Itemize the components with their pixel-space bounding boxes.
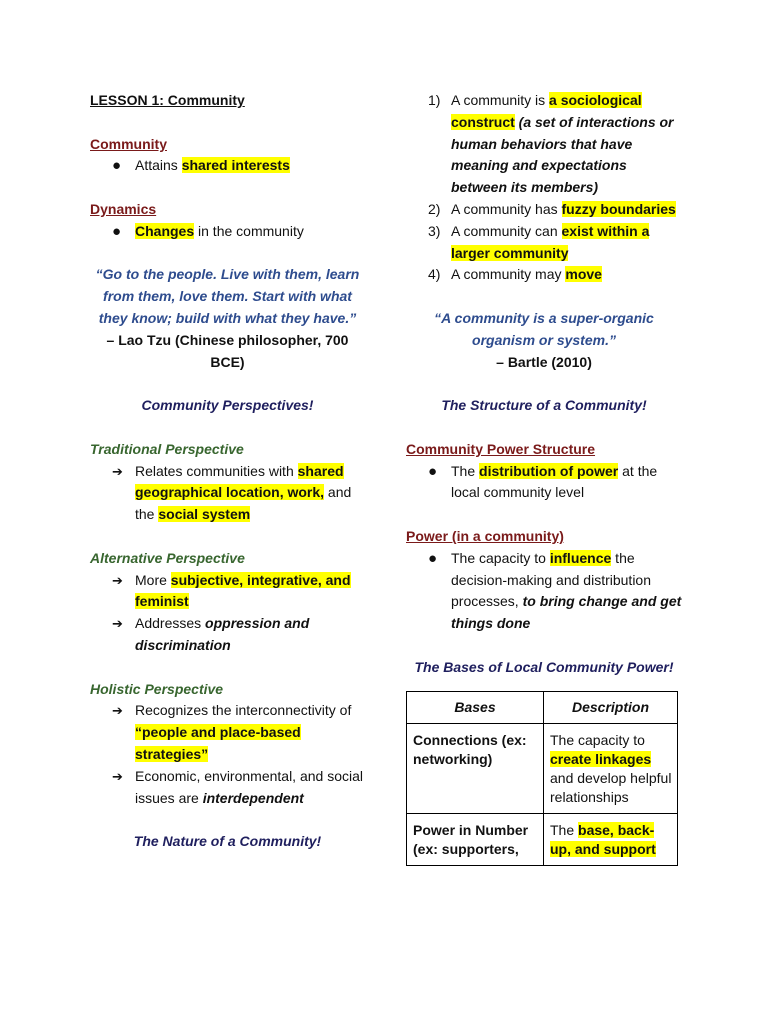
nature-item: 3) A community can exist within a larger community — [428, 222, 650, 261]
community-bullet: ● Attains shared interests — [90, 155, 365, 177]
right-column — [406, 90, 682, 866]
structure-title: The Structure of a Community! — [441, 397, 647, 414]
traditional-item: ➔ Relates communities with shared geographical location, work, and the social system — [112, 462, 352, 523]
traditional-heading: Traditional Perspective — [90, 440, 244, 457]
bases-title: The Bases of Local Community Power! — [414, 658, 674, 675]
alternative-heading: Alternative Perspective — [90, 549, 245, 566]
left-column — [90, 90, 365, 853]
nature-item: 2) A community has fuzzy boundaries — [428, 200, 676, 217]
lao-tzu-attribution: – Lao Tzu (Chinese philosopher, 700 BCE) — [106, 331, 349, 370]
table-cell: The capacity to create linkages and develop helpful relationships — [544, 723, 678, 813]
bullet-icon: ● — [112, 157, 122, 175]
power-heading: Power (in a community) — [406, 527, 564, 544]
power-bullet: ● The capacity to influence the decision-making and distribution processes, to bring change and get things done — [428, 549, 682, 632]
nature-title: The Nature of a Community! — [133, 833, 322, 850]
holistic-heading: Holistic Perspective — [90, 680, 224, 697]
table-cell: Connections (ex: networking) — [407, 723, 544, 813]
arrow-icon: ➔ — [112, 572, 123, 588]
holistic-item: ➔ Economic, environmental, and social issues are interdependent — [112, 767, 364, 806]
nature-item: 1) A community is a sociological construct (a set of interactions or human behaviors that have meaning and expectations between its members) — [428, 92, 674, 196]
bartle-quote: “A community is a super-organic organism or system.” — [434, 309, 654, 348]
bases-table — [406, 691, 678, 866]
community-heading: Community — [90, 135, 167, 152]
lesson-title: LESSON 1: Community — [90, 92, 245, 108]
bullet-icon: ● — [428, 549, 438, 567]
bartle-attribution: – Bartle (2010) — [496, 353, 592, 370]
arrow-icon: ➔ — [112, 768, 123, 784]
alternative-item: ➔ More subjective, integrative, and feminist — [112, 571, 351, 610]
dynamics-heading: Dynamics — [90, 200, 157, 217]
perspectives-title: Community Perspectives! — [141, 397, 314, 414]
table-header: Bases — [407, 691, 544, 723]
table-header-row — [407, 691, 678, 723]
arrow-icon: ➔ — [112, 463, 123, 479]
table-cell: The base, back-up, and support — [544, 813, 678, 865]
dynamics-bullet: ● Changes in the community — [90, 221, 365, 243]
power-structure-bullet: ● The distribution of power at the local community level — [428, 462, 658, 501]
holistic-item: ➔ Recognizes the interconnectivity of “people and place-based strategies” — [112, 702, 352, 762]
arrow-icon: ➔ — [112, 703, 123, 719]
power-structure-heading: Community Power Structure — [406, 440, 596, 457]
lao-tzu-quote: “Go to the people. Live with them, learn from them, love them. Start with what they know; build with what they have.” — [95, 266, 360, 326]
bullet-icon: ● — [428, 462, 438, 480]
alternative-item: ➔ Addresses oppression and discrimination — [112, 615, 310, 653]
table-header: Description — [544, 691, 678, 723]
arrow-icon: ➔ — [112, 616, 123, 632]
table-row — [407, 813, 678, 865]
bullet-icon: ● — [112, 222, 122, 240]
nature-item: 4) A community may move — [428, 266, 602, 283]
table-row — [407, 723, 678, 813]
table-cell: Power in Number (ex: supporters, — [407, 813, 544, 865]
